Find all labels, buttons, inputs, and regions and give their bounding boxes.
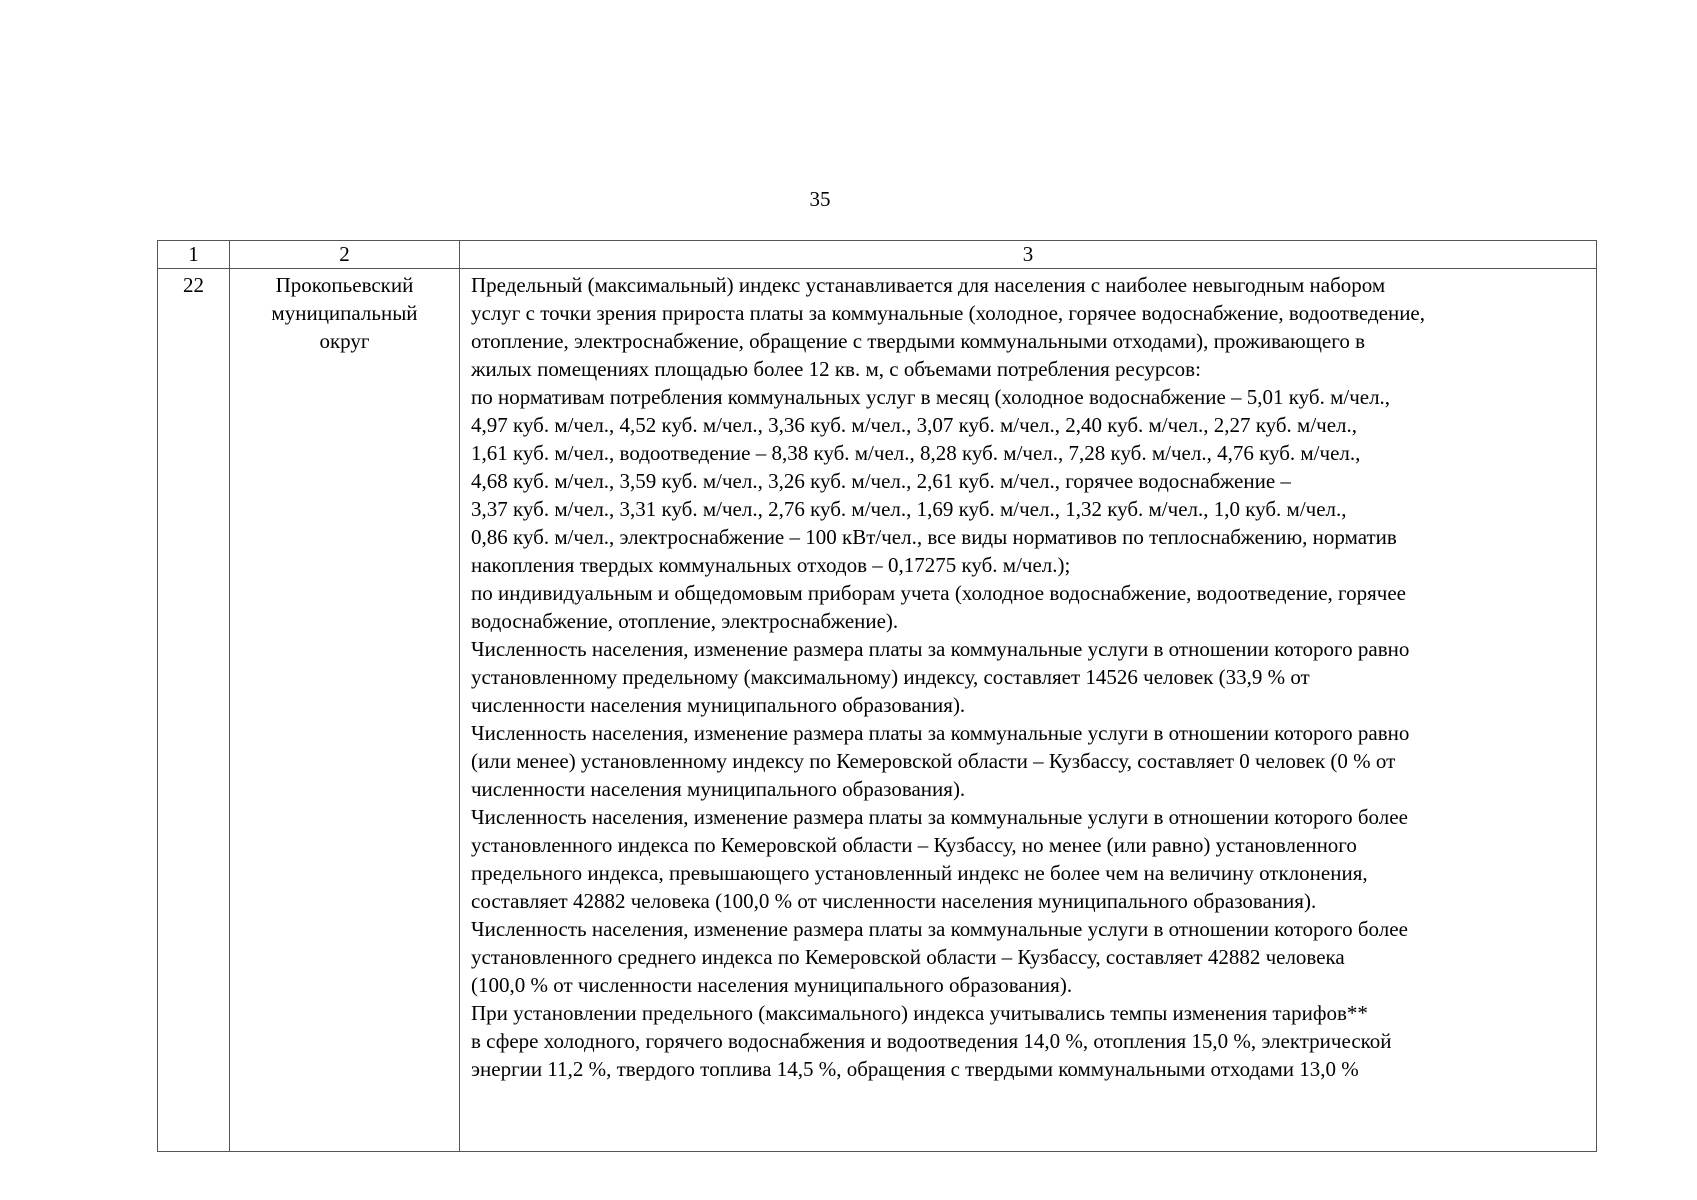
row-number: 22 [158, 269, 230, 1152]
text-line: При установлении предельного (максимального) индекса учитывались темпы изменения тарифов** [471, 1001, 1368, 1025]
text-line: жилых помещениях площадью более 12 кв. м, с объемами потребления ресурсов: [471, 357, 1201, 381]
text-line: Численность населения, изменение размера платы за коммунальные услуги в отношении которого более [471, 917, 1408, 941]
text-line: в сфере холодного, горячего водоснабжения и водоотведения 14,0 %, отопления 15,0 %, электрической [471, 1029, 1392, 1053]
column-header-3: 3 [460, 241, 1597, 269]
text-line: 0,86 куб. м/чел., электроснабжение – 100 кВт/чел., все виды нормативов по теплоснабжению, норматив [471, 525, 1397, 549]
text-line: отопление, электроснабжение, обращение с твердыми коммунальными отходами), проживающего в [471, 329, 1365, 353]
municipality-name-line: Прокопьевский [275, 273, 414, 297]
text-line: услуг с точки зрения прироста платы за коммунальные (холодное, горячее водоснабжение, водоотведение, [471, 301, 1426, 325]
text-line: Численность населения, изменение размера платы за коммунальные услуги в отношении которого равно [471, 637, 1410, 661]
text-line: по индивидуальным и общедомовым приборам учета (холодное водоснабжение, водоотведение, горячее [471, 581, 1406, 605]
text-line: 4,97 куб. м/чел., 4,52 куб. м/чел., 3,36 куб. м/чел., 3,07 куб. м/чел., 2,40 куб. м/чел., 2,27 куб. м/чел., [471, 413, 1358, 437]
table-row [158, 269, 1597, 1152]
column-header-2: 2 [230, 241, 460, 269]
column-header-1: 1 [158, 241, 230, 269]
text-line: установленного индекса по Кемеровской области – Кузбассу, но менее (или равно) установленного [471, 833, 1357, 857]
text-line: водоснабжение, отопление, электроснабжение). [471, 609, 899, 633]
text-line: установленного среднего индекса по Кемеровской области – Кузбассу, составляет 42882 человека [471, 945, 1345, 969]
text-line: энергии 11,2 %, твердого топлива 14,5 %, обращения с твердыми коммунальными отходами 13,0 % [471, 1057, 1359, 1081]
text-line: 1,61 куб. м/чел., водоотведение – 8,38 куб. м/чел., 8,28 куб. м/чел., 7,28 куб. м/чел., 4,76 куб. м/чел., [471, 441, 1361, 465]
text-line: Численность населения, изменение размера платы за коммунальные услуги в отношении которого более [471, 805, 1408, 829]
text-line: по нормативам потребления коммунальных услуг в месяц (холодное водоснабжение – 5,01 куб. м/чел., [471, 385, 1391, 409]
table-header-row [158, 241, 1597, 269]
municipality-name-line: округ [319, 329, 370, 353]
text-line: численности населения муниципального образования). [471, 777, 966, 801]
text-line: Численность населения, изменение размера платы за коммунальные услуги в отношении которого равно [471, 721, 1410, 745]
text-line: предельного индекса, превышающего установленный индекс не более чем на величину отклонения, [471, 861, 1368, 885]
text-line: накопления твердых коммунальных отходов – 0,17275 куб. м/чел.); [471, 553, 1071, 577]
text-line: установленному предельному (максимальному) индексу, составляет 14526 человек (33,9 % от [471, 665, 1310, 689]
page-number: 35 [809, 187, 831, 211]
municipality-name [230, 269, 460, 1152]
text-line: (или менее) установленному индексу по Кемеровской области – Кузбассу, составляет 0 человек (0 % от [471, 749, 1396, 773]
description-cell [460, 269, 1597, 1152]
text-line: составляет 42882 человека (100,0 % от численности населения муниципального образования). [471, 889, 1317, 913]
text-line: численности населения муниципального образования). [471, 693, 966, 717]
text-line: Предельный (максимальный) индекс устанавливается для населения с наиболее невыгодным набором [471, 273, 1386, 297]
text-line: 4,68 куб. м/чел., 3,59 куб. м/чел., 3,26 куб. м/чел., 2,61 куб. м/чел., горячее водоснабжение – [471, 469, 1291, 493]
text-line: (100,0 % от численности населения муниципального образования). [471, 973, 1073, 997]
document-table [157, 240, 1597, 1152]
municipality-name-line: муниципальный [271, 301, 418, 325]
text-line: 3,37 куб. м/чел., 3,31 куб. м/чел., 2,76 куб. м/чел., 1,69 куб. м/чел., 1,32 куб. м/чел., 1,0 куб. м/чел., [471, 497, 1347, 521]
